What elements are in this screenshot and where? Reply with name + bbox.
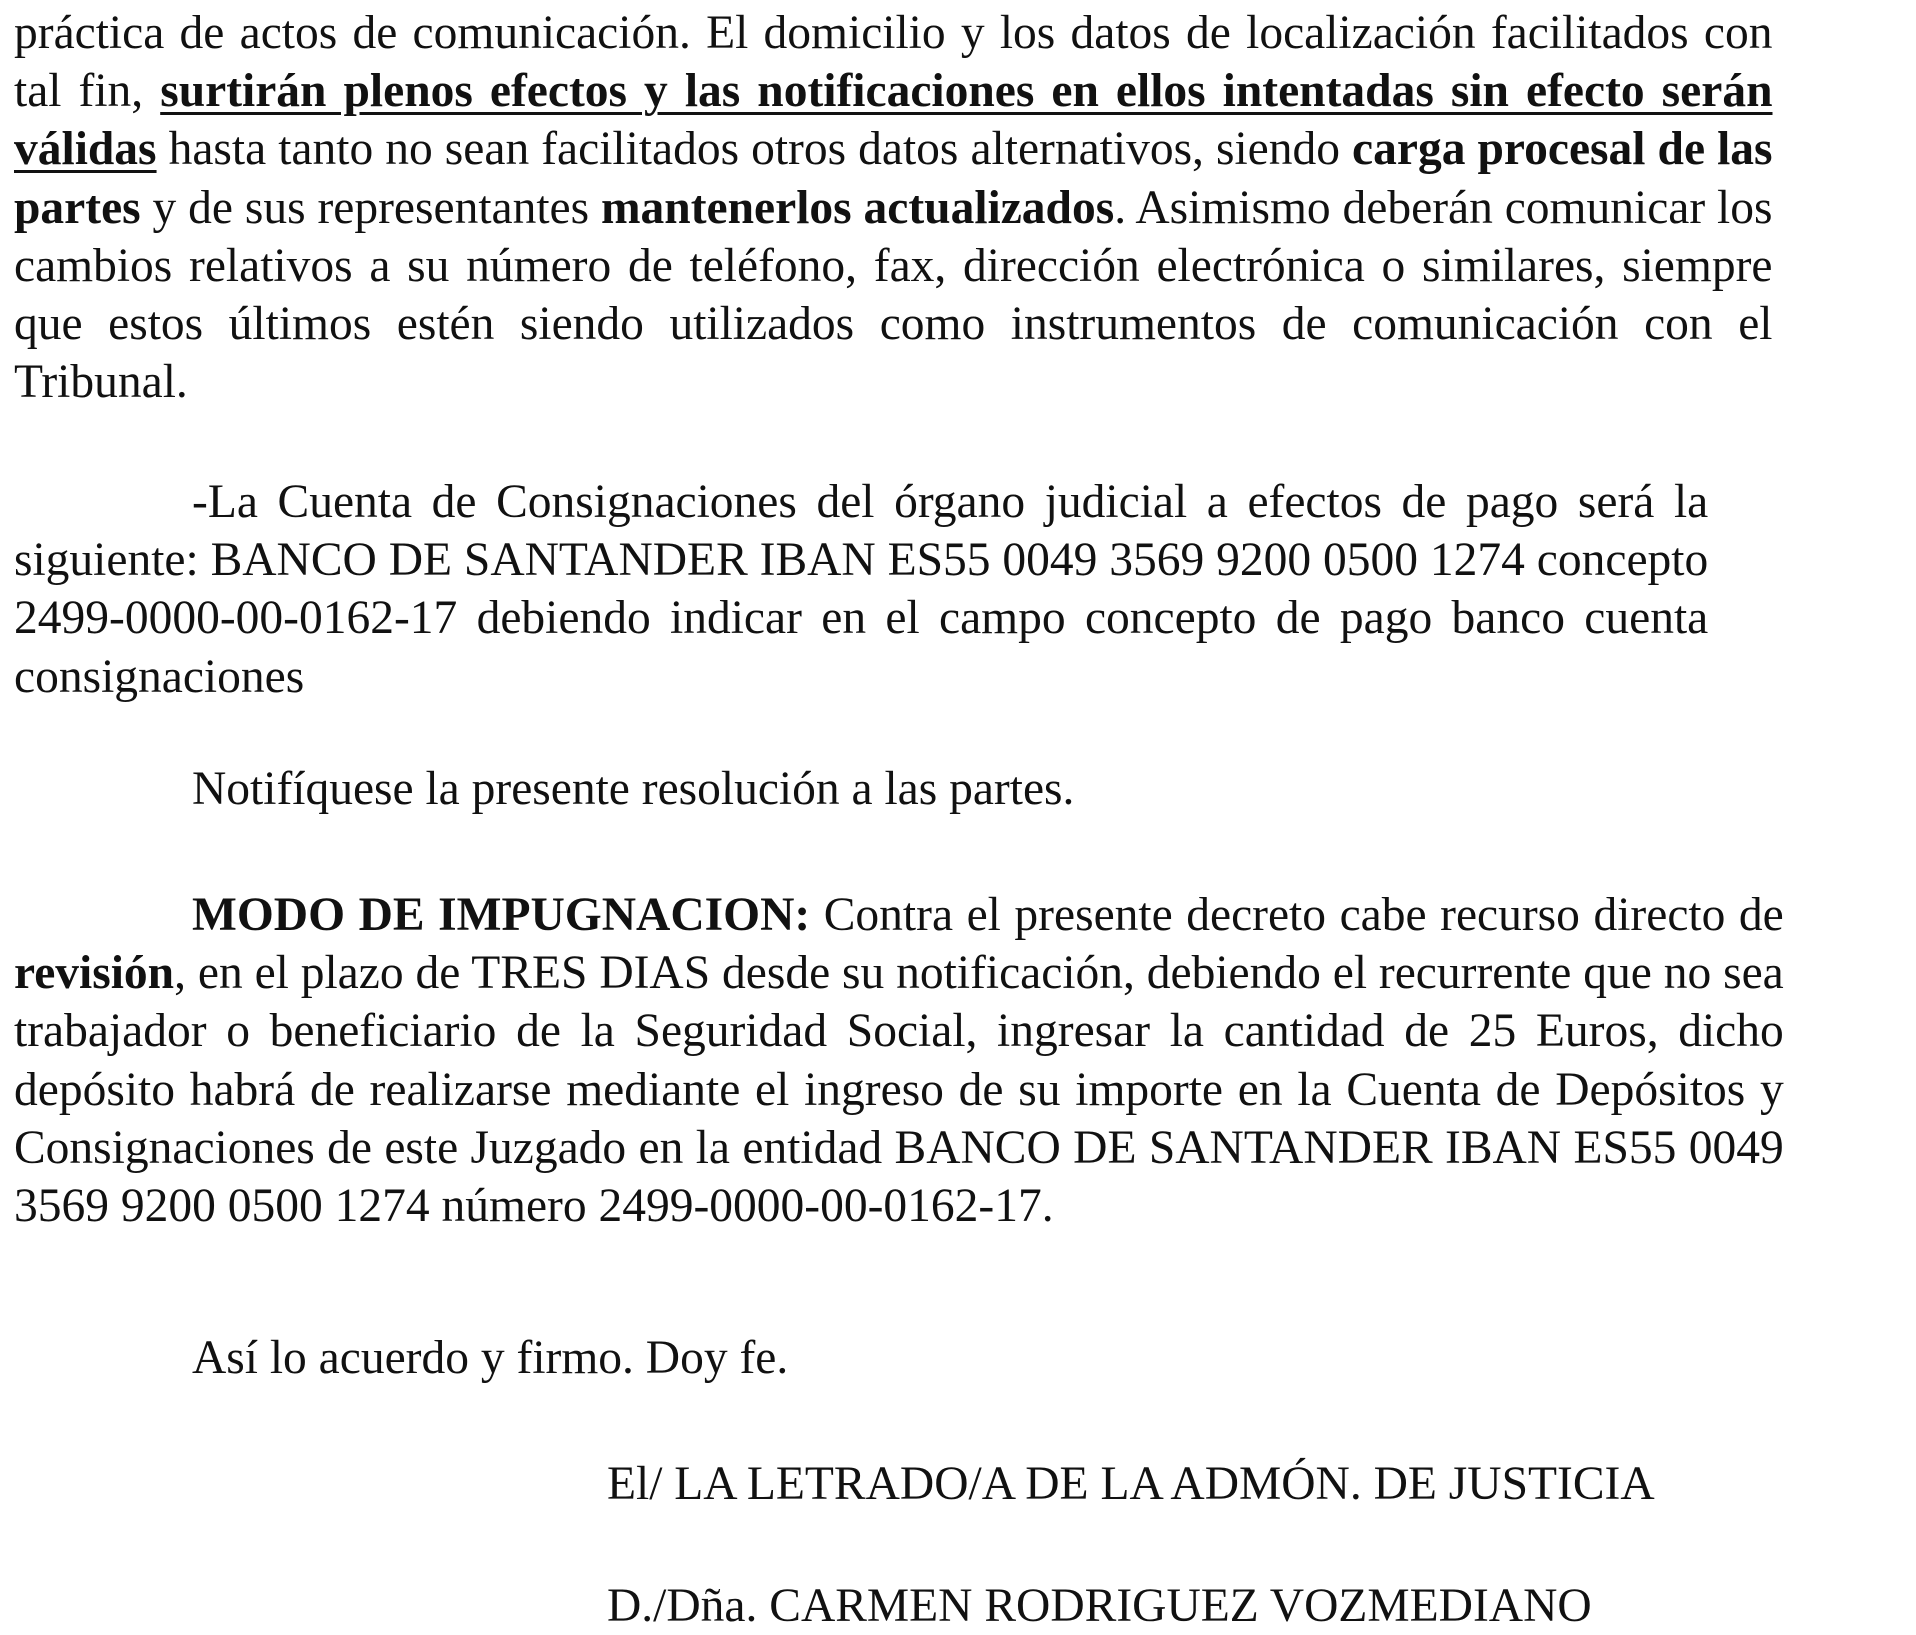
text-line: -La Cuenta de Consignaciones del órgano judicial a efectos de pago será la bbox=[192, 476, 1709, 528]
text-segment: tal fin, bbox=[14, 65, 161, 118]
text-line bbox=[14, 62, 1773, 120]
text-segment: , en el plazo de TRES DIAS desde su notificación, debiendo el recurrente que no sea bbox=[174, 947, 1784, 1000]
paragraph-appeal-method bbox=[14, 886, 1784, 1235]
text-segment: hasta tanto no sean facilitados otros datos alternativos, siendo bbox=[156, 123, 1353, 176]
text-line: cambios relativos a su número de teléfono, fax, dirección electrónica o similares, siempre bbox=[14, 239, 1773, 292]
text-line: consignaciones bbox=[14, 650, 305, 703]
signature-title: El/ LA LETRADO/A DE LA ADMÓN. DE JUSTICIA bbox=[607, 1458, 1655, 1510]
text-line: Consignaciones de este Juzgado en la entidad BANCO DE SANTANDER IBAN ES55 0049 bbox=[14, 1121, 1784, 1174]
paragraph-notify-parties: Notifíquese la presente resolución a las partes. bbox=[192, 763, 1075, 815]
text-line bbox=[14, 944, 1784, 1002]
text-line bbox=[14, 179, 1773, 237]
paragraph-notifications bbox=[14, 4, 1773, 411]
appeal-heading: MODO DE IMPUGNACION: bbox=[192, 889, 811, 941]
text-line bbox=[14, 120, 1773, 178]
text-line bbox=[14, 886, 1784, 944]
text-segment: Contra el presente decreto cabe recurso directo de bbox=[810, 889, 1784, 941]
text-line: siguiente: BANCO DE SANTANDER IBAN ES55 0049 3569 9200 0500 1274 concepto bbox=[14, 534, 1709, 587]
signature-name: D./Dña. CARMEN RODRIGUEZ VOZMEDIANO bbox=[607, 1580, 1592, 1632]
text-line: 2499-0000-00-0162-17 debiendo indicar en el campo concepto de pago banco cuenta bbox=[14, 592, 1709, 645]
text-line: práctica de actos de comunicación. El domicilio y los datos de localización facilitados con bbox=[14, 7, 1773, 59]
text-segment: y de sus representantes bbox=[140, 181, 601, 234]
emphasis-bold: partes bbox=[14, 181, 141, 234]
emphasis-bold: carga procesal de las bbox=[1352, 123, 1773, 176]
text-line: depósito habrá de realizarse mediante el ingreso de su importe en la Cuenta de Depósitos y bbox=[14, 1063, 1784, 1116]
emphasis-underlined: válidas bbox=[14, 123, 157, 176]
emphasis-underlined: surtirán plenos efectos y las notificaciones en ellos intentadas sin efecto serán bbox=[160, 65, 1773, 118]
text-line: trabajador o beneficiario de la Seguridad Social, ingresar la cantidad de 25 Euros, dicho bbox=[14, 1005, 1784, 1058]
emphasis-bold: mantenerlos actualizados bbox=[600, 181, 1115, 234]
paragraph-deposit-account bbox=[14, 473, 1708, 706]
emphasis-bold: revisión bbox=[14, 947, 175, 1000]
text-line: Tribunal. bbox=[14, 356, 188, 409]
text-line: que estos últimos estén siendo utilizados como instrumentos de comunicación con el bbox=[14, 298, 1773, 351]
text-line: 3569 9200 0500 1274 número 2499-0000-00-0162-17. bbox=[14, 1180, 1054, 1233]
closing-statement: Así lo acuerdo y firmo. Doy fe. bbox=[192, 1332, 789, 1384]
text-segment: . Asimismo deberán comunicar los bbox=[1114, 181, 1773, 234]
